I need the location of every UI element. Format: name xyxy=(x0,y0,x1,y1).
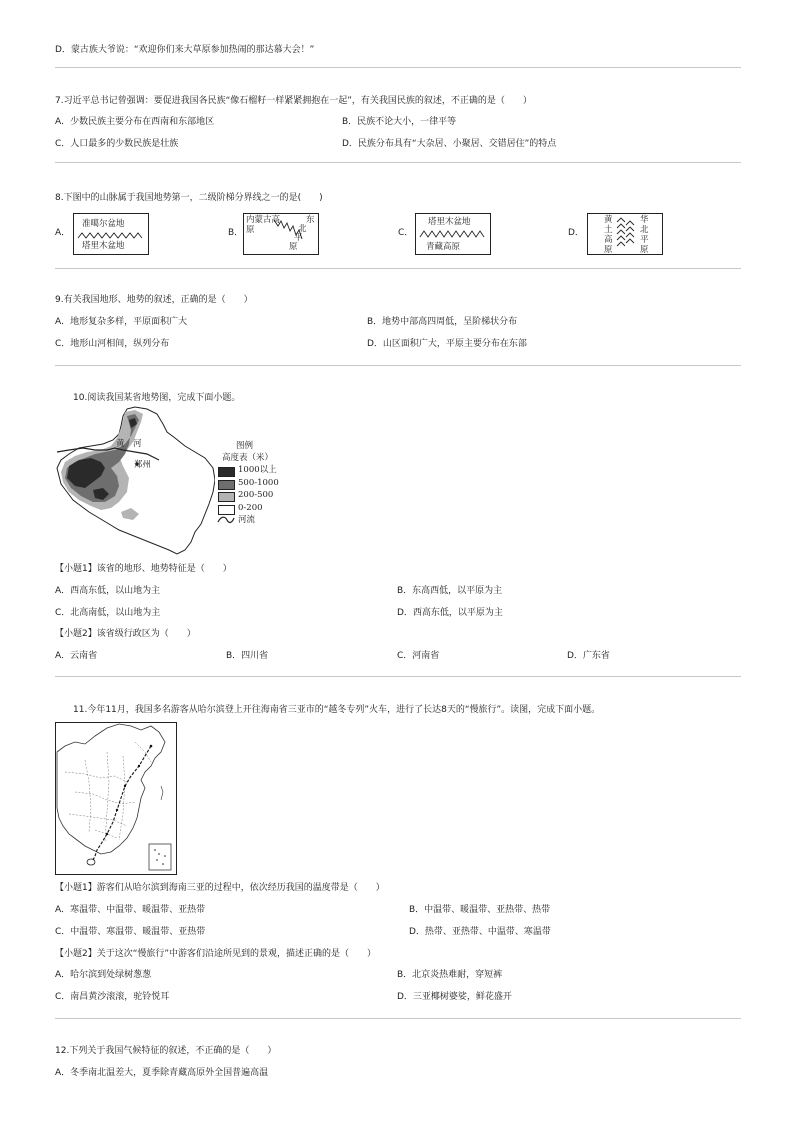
divider xyxy=(55,365,741,366)
q8-option-d-diagram[interactable] xyxy=(587,213,663,255)
q7-option-d[interactable]: D．民族分布具有“大杂居、小聚居、交错居住”的特点 xyxy=(342,139,557,149)
q8-option-c-letter[interactable]: C． xyxy=(398,228,414,238)
divider xyxy=(55,268,741,269)
map-city-label: 郑州 xyxy=(134,460,152,470)
legend-title: 图例 xyxy=(236,441,254,451)
mountain-icon xyxy=(588,214,662,254)
q9-option-d[interactable]: D．山区面积广大，平原主要分布在东部 xyxy=(367,339,527,349)
q8-option-a-letter[interactable]: A． xyxy=(55,228,71,238)
q8-option-a-diagram[interactable] xyxy=(73,213,149,255)
q8-a-bottom-label: 塔里木盆地 xyxy=(82,241,125,251)
q11-sub2-option-b[interactable]: B．北京炎热难耐，穿短裤 xyxy=(397,970,503,980)
q10-sub2-option-c[interactable]: C．河南省 xyxy=(397,651,440,661)
q10-sub2-stem: 【小题2】该省级行政区为（ ） xyxy=(55,629,196,639)
legend-subtitle: 高度表（米） xyxy=(222,453,274,463)
q11-stem: 11.今年11月，我国多名游客从哈尔滨登上开往海南省三亚市的“越冬专列”火车，进行了长达8天的“慢旅行”。读图，完成下面小题。 xyxy=(73,705,601,715)
q8-option-c-diagram[interactable] xyxy=(415,213,491,255)
legend-swatch-500-1000 xyxy=(218,480,235,490)
q10-sub2-option-a[interactable]: A．云南省 xyxy=(55,651,98,661)
q7-option-b[interactable]: B．民族不论大小，一律平等 xyxy=(342,117,457,127)
legend-swatch-200-500 xyxy=(218,492,235,502)
q8-c-top-label: 塔里木盆地 xyxy=(428,217,471,227)
river-icon xyxy=(217,515,235,525)
q8-d-right-label: 华北平原 xyxy=(640,215,649,255)
legend-label: 1000以上 xyxy=(238,465,277,475)
q11-sub1-stem: 【小题1】游客们从哈尔滨到海南三亚的过程中，依次经历我国的温度带是（ ） xyxy=(55,883,385,893)
q11-sub1-option-c[interactable]: C．中温带、寒温带、暖温带、亚热带 xyxy=(55,927,206,937)
map-river-label: 黄 河 xyxy=(116,439,142,449)
legend-river-label: 河流 xyxy=(238,515,256,525)
q10-stem: 10.阅读我国某省地势图，完成下面小题。 xyxy=(73,393,241,403)
q10-sub1-option-b[interactable]: B．东高西低，以平原为主 xyxy=(397,586,503,596)
q10-sub2-option-b[interactable]: B．四川省 xyxy=(226,651,269,661)
divider xyxy=(55,162,741,163)
legend-swatch-1000-plus xyxy=(218,467,235,477)
q10-sub1-option-c[interactable]: C．北高南低，以山地为主 xyxy=(55,608,161,618)
q11-sub1-option-d[interactable]: D．热带、亚热带、中温带、寒温带 xyxy=(409,927,551,937)
q12-stem: 12.下列关于我国气候特征的叙述，不正确的是（ ） xyxy=(55,1046,277,1056)
divider xyxy=(55,1018,741,1019)
q8-c-bottom-label: 青藏高原 xyxy=(426,242,461,252)
q10-sub1-stem: 【小题1】该省的地形、地势特征是（ ） xyxy=(55,564,232,574)
q8-b-right-label-3: 平 xyxy=(294,233,303,243)
q7-option-c[interactable]: C．人口最多的少数民族是壮族 xyxy=(55,139,179,149)
q8-d-left-label: 黄土高原 xyxy=(604,215,613,255)
q10-sub2-option-d[interactable]: D．广东省 xyxy=(567,651,610,661)
q10-sub1-option-a[interactable]: A．西高东低，以山地为主 xyxy=(55,586,161,596)
legend-swatch-0-200 xyxy=(218,505,235,515)
q8-stem: 8.下图中的山脉属于我国地势第一，二级阶梯分界线之一的是( ) xyxy=(55,193,323,203)
q8-option-b-diagram[interactable] xyxy=(243,213,319,255)
q11-sub1-option-b[interactable]: B．中温带、暖温带、亚热带、热带 xyxy=(409,905,551,915)
q9-option-b[interactable]: B．地势中部高四周低，呈阶梯状分布 xyxy=(367,317,518,327)
q8-option-b-letter[interactable]: B． xyxy=(228,228,244,238)
divider xyxy=(55,67,741,68)
q11-sub2-option-c[interactable]: C．南昌黄沙滚滚，驼铃悦耳 xyxy=(55,992,170,1002)
q8-option-d-letter[interactable]: D． xyxy=(568,228,584,238)
q9-stem: 9.有关我国地形、地势的叙述，正确的是（ ） xyxy=(55,295,253,305)
q8-a-top-label: 准噶尔盆地 xyxy=(82,219,125,229)
legend-label: 200-500 xyxy=(238,490,274,500)
mountain-icon xyxy=(74,231,148,239)
province-relief-map xyxy=(55,406,215,556)
q11-sub2-option-a[interactable]: A．哈尔滨到处绿树葱葱 xyxy=(55,970,152,980)
q9-option-a[interactable]: A．地形复杂多样，平原面积广大 xyxy=(55,317,188,327)
q7-option-a[interactable]: A．少数民族主要分布在西南和东部地区 xyxy=(55,117,215,127)
q6-option-d: D．蒙古族大爷说：“欢迎你们来大草原参加热闹的那达慕大会！” xyxy=(55,45,315,55)
legend-label: 500-1000 xyxy=(238,478,279,488)
q10-sub1-option-d[interactable]: D．西高东低，以平原为主 xyxy=(397,608,503,618)
q8-b-left-label: 内蒙古高原 xyxy=(246,215,281,235)
q8-b-right-label-4: 原 xyxy=(289,242,298,252)
q11-sub2-option-d[interactable]: D．三亚椰树婆娑，鲜花盛开 xyxy=(397,992,512,1002)
legend-label: 0-200 xyxy=(238,503,263,513)
q11-sub2-stem: 【小题2】关于这次“慢旅行”中游客们沿途所见到的景观，描述正确的是（ ） xyxy=(55,949,377,959)
q8-b-right-label-2: 北 xyxy=(298,224,307,234)
china-railway-map xyxy=(55,722,177,875)
mountain-icon xyxy=(416,229,490,239)
q11-sub1-option-a[interactable]: A．寒温带、中温带、暖温带、亚热带 xyxy=(55,905,206,915)
divider xyxy=(55,676,741,677)
q12-option-a[interactable]: A．冬季南北温差大，夏季除青藏高原外全国普遍高温 xyxy=(55,1068,269,1078)
q7-stem: 7.习近平总书记曾强调：要促进我国各民族“像石榴籽一样紧紧拥抱在一起”，有关我国民族的叙述，不正确的是（ ） xyxy=(55,96,532,106)
q8-b-right-label-1: 东 xyxy=(306,215,315,225)
q9-option-c[interactable]: C．地形山河相间，纵列分布 xyxy=(55,339,170,349)
